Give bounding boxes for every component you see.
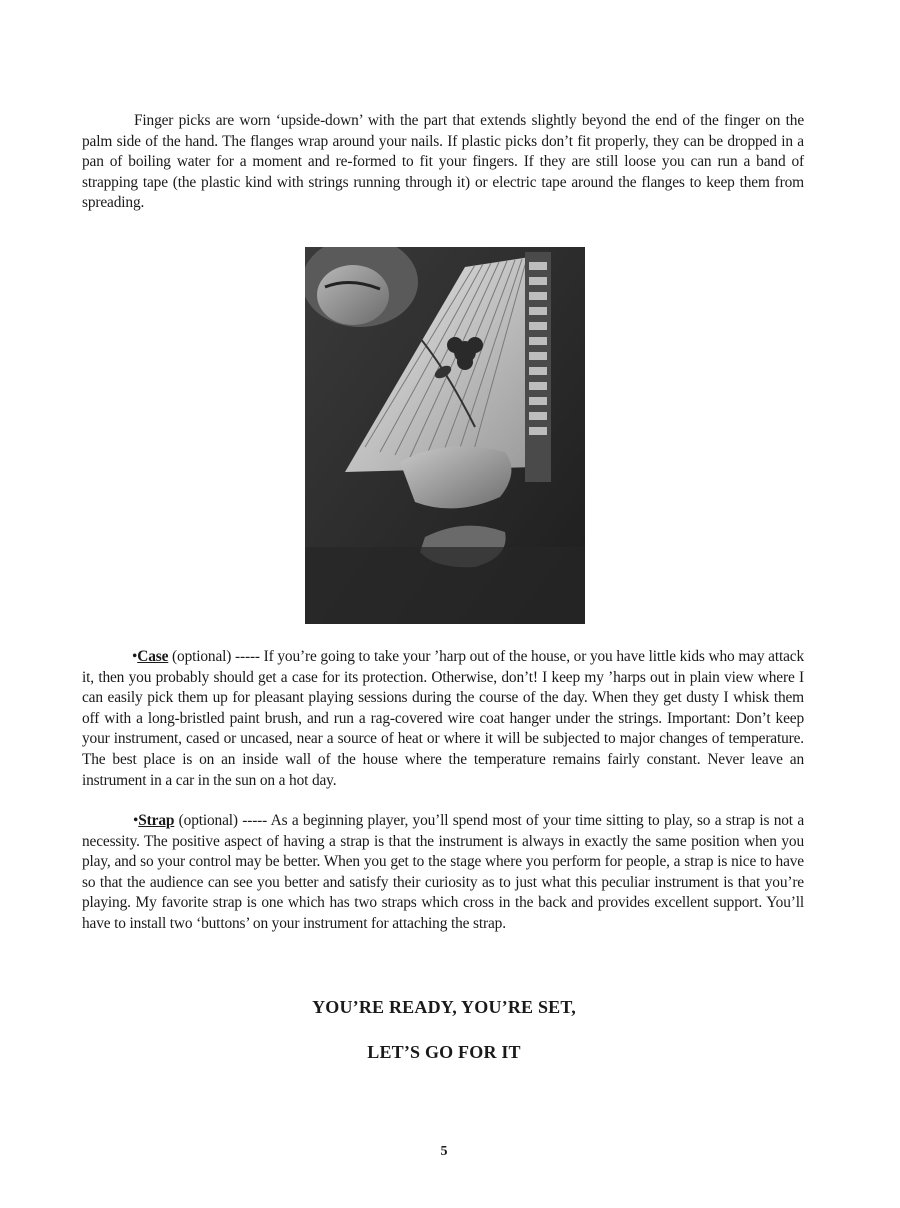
closing-heading-line-1: YOU’RE READY, YOU’RE SET,: [312, 997, 576, 1017]
case-paragraph: [82, 647, 804, 791]
closing-heading-line-2: LET’S GO FOR IT: [367, 1042, 521, 1062]
page-number: 5: [440, 1144, 448, 1159]
photo-illustration: [305, 247, 585, 624]
intro-paragraph: Finger picks are worn ‘upside-down’ with the part that extends slightly beyond the end of the finger on the palm side of the hand. The flanges wrap around your nails. If plastic picks don’t fit properly, they can be dropped in a pan of boiling water for a moment and re-formed to fit your fingers. If they are still loose you can run a band of strapping tape (the plastic kind with strings running through it) or electric tape around the flanges to keep them from spreading.: [82, 112, 804, 212]
case-term: Case: [137, 648, 169, 665]
case-bullet: •: [132, 648, 138, 665]
strap-paragraph: [82, 811, 804, 935]
strap-term: Strap: [138, 812, 175, 829]
strap-body: (optional) ----- As a beginning player, you’ll spend most of your time sitting to play, so a strap is not a necessity. The positive aspect of having a strap is that the instrument is always in exactly the same position when you play, and so your control may be better. When you get to the stage where you perform for people, a strap is nice to have so that the audience can see you better and satisfy their curiosity as to just what this peculiar instrument is that you’re playing. My favorite strap is one which has two straps which cross in the back and provides excellent support. You’ll have to install two ‘buttons’ on your instrument for attaching the strap.: [82, 812, 804, 932]
strap-bullet: •: [133, 812, 139, 829]
autoharp-player-photo: [305, 247, 585, 624]
case-body: (optional) ----- If you’re going to take your ’harp out of the house, or you have little kids who may attack it, then you probably should get a case for its protection. Otherwise, don’t! I keep my ’harps out in plain view where I can easily pick them up for pleasant playing sessions during the course of the day. When they get dusty I whisk them off with a long-bristled paint brush, and run a rag-covered wire coat hanger under the strings. Important: Don’t keep your instrument, cased or uncased, near a source of heat or where it will be subjected to major changes of temperature. The best place is on an inside wall of the house where the temperature remains fairly constant. Never leave an instrument in a car in the sun on a hot day.: [82, 648, 804, 789]
